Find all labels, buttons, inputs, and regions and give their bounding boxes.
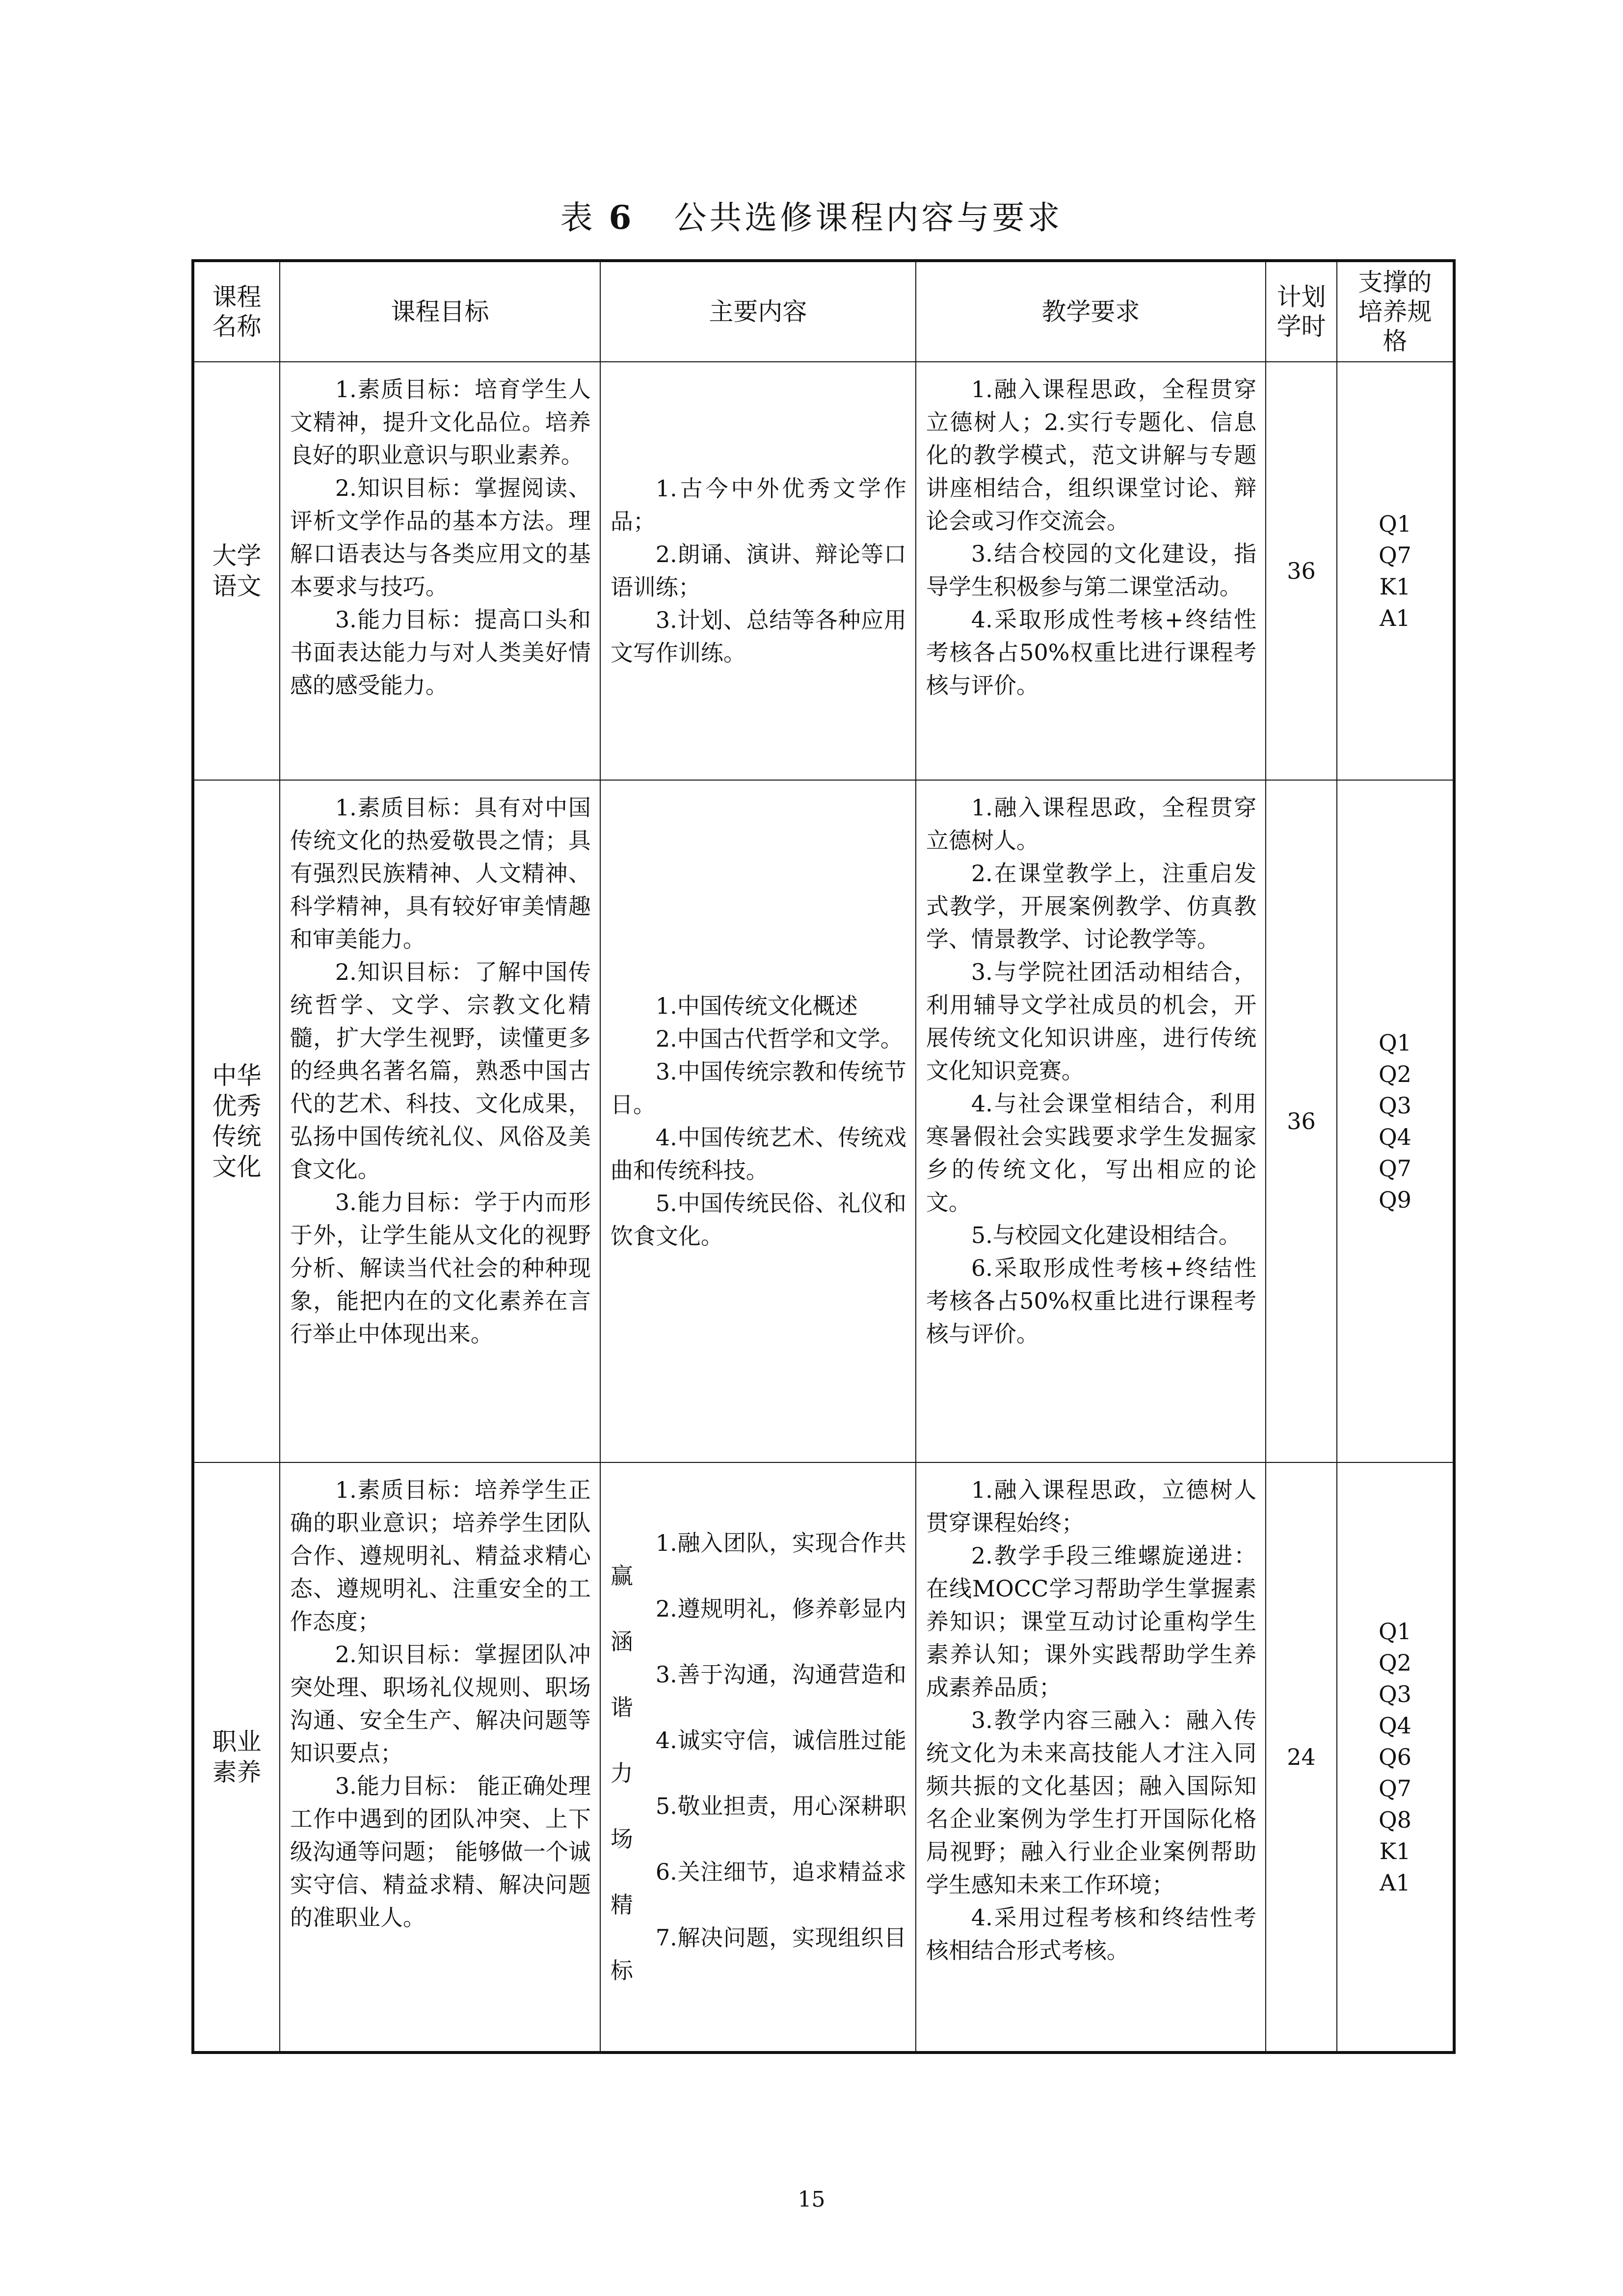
header-hours-line: 计划 <box>1277 283 1326 311</box>
course-name-line: 大学 <box>212 541 262 570</box>
goal-item: 2.知识目标：掌握阅读、评析文学作品的基本方法。理解口语表达与各类应用文的基本要求与技巧。 <box>290 475 591 600</box>
supported-specs-cell <box>1337 1462 1454 2053</box>
spec-code: Q1 <box>1378 511 1411 537</box>
spec-code: A1 <box>1380 605 1410 631</box>
requirement-item: 4.采用过程考核和终结性考核相结合形式考核。 <box>926 1904 1257 1964</box>
requirement-item: 3.教学内容三融入：融入传统文化为未来高技能人才注入同频共振的文化基因；融入国际知名企业案例为学生打开国际化格局视野；融入行业企业案例帮助学生感知未来工作环境； <box>926 1707 1257 1898</box>
course-name-line: 语文 <box>212 572 262 600</box>
header-spec-line: 培养规 <box>1358 297 1432 326</box>
spec-code: Q3 <box>1378 1681 1411 1707</box>
spec-code: Q9 <box>1378 1187 1411 1213</box>
requirement-item: 4.与社会课堂相结合，利用寒暑假社会实践要求学生发掘家乡的传统文化，写出相应的论文。 <box>926 1090 1257 1216</box>
goal-item: 1.素质目标：培养学生正确的职业意识；培养学生团队合作、遵规明礼、精益求精心态、遵规明礼、注重安全的工作态度； <box>290 1477 591 1635</box>
header-spec-line: 格 <box>1383 327 1408 355</box>
table-title-prefix: 表 <box>560 199 596 237</box>
goal-item: 3.能力目标：学于内而形于外，让学生能从文化的视野分析、解读当代社会的种种现象，能把内在的文化素养在言行举止中体现出来。 <box>290 1189 591 1347</box>
elective-course-table <box>191 259 1456 2054</box>
spec-code: Q8 <box>1378 1807 1411 1833</box>
header-teaching-requirements: 教学要求 <box>916 261 1266 362</box>
main-content-cell <box>600 780 916 1462</box>
spec-code: Q2 <box>1378 1061 1411 1087</box>
spec-code: Q4 <box>1378 1712 1411 1739</box>
spec-code: Q2 <box>1378 1649 1411 1676</box>
supported-specs-cell <box>1337 780 1454 1462</box>
course-name-cell <box>193 1462 280 2053</box>
requirement-item: 1.融入课程思政，立德树人贯穿课程始终； <box>926 1477 1257 1536</box>
table-header-row <box>193 261 1454 362</box>
course-goal-cell <box>280 1462 600 2053</box>
header-course-name <box>193 261 280 362</box>
table-row <box>193 1462 1454 2053</box>
content-item: 3.计划、总结等各种应用文写作训练。 <box>610 607 906 666</box>
table-row <box>193 780 1454 1462</box>
header-supported-specs <box>1337 261 1454 362</box>
requirement-item: 6.采取形成性考核+终结性考核各占50%权重比进行课程考核与评价。 <box>926 1255 1257 1347</box>
requirement-item: 3.结合校园的文化建设，指导学生积极参与第二课堂活动。 <box>926 540 1257 600</box>
content-item: 2.中国古代哲学和文学。 <box>655 1026 903 1052</box>
requirement-item: 5.与校园文化建设相结合。 <box>971 1222 1241 1248</box>
content-item: 4.中国传统艺术、传统戏曲和传统科技。 <box>610 1124 906 1184</box>
table-row <box>193 362 1454 780</box>
header-main-content: 主要内容 <box>600 261 916 362</box>
content-item: 5.敬业担责，用心深耕职场 <box>610 1793 906 1852</box>
course-name-line: 素养 <box>212 1758 262 1786</box>
course-name-line: 文化 <box>212 1153 262 1181</box>
spec-code: Q7 <box>1378 542 1411 568</box>
goal-item: 3.能力目标： 能正确处理工作中遇到的团队冲突、上下级沟通等问题； 能够做一个诚实守信、精益求精、解决问题的准职业人。 <box>290 1773 591 1931</box>
goal-item: 2.知识目标：掌握团队冲突处理、职场礼仪规则、职场沟通、安全生产、解决问题等知识要点； <box>290 1641 591 1766</box>
spec-code: A1 <box>1380 1869 1410 1896</box>
requirement-item: 4.采取形成性考核+终结性考核各占50%权重比进行课程考核与评价。 <box>926 606 1257 699</box>
teaching-requirements-cell <box>916 780 1266 1462</box>
teaching-requirements-cell <box>916 362 1266 780</box>
content-item: 1.融入团队，实现合作共赢 <box>610 1530 906 1589</box>
course-name-cell <box>193 362 280 780</box>
content-item: 1.中国传统文化概述 <box>655 993 858 1019</box>
goal-item: 2.知识目标：了解中国传统哲学、文学、宗教文化精髓，扩大学生视野，读懂更多的经典名著名篇，熟悉中国古代的艺术、科技、文化成果，弘扬中国传统礼仪、风俗及美食文化。 <box>290 959 591 1183</box>
header-spec-line: 支撑的 <box>1358 268 1432 297</box>
main-content-cell <box>600 1462 916 2053</box>
header-course-name-line: 课程 <box>212 283 262 311</box>
spec-code: Q1 <box>1378 1618 1411 1645</box>
course-name-line: 职业 <box>212 1728 262 1756</box>
spec-code: Q7 <box>1378 1155 1411 1182</box>
spec-code: Q1 <box>1378 1029 1411 1056</box>
requirement-item: 2.在课堂教学上，注重启发式教学，开展案例教学、仿真教学、情景教学、讨论教学等。 <box>926 860 1257 952</box>
planned-hours-cell: 36 <box>1266 780 1337 1462</box>
spec-code: Q3 <box>1378 1092 1411 1119</box>
requirement-item: 3.与学院社团活动相结合，利用辅导文学社成员的机会，开展传统文化知识讲座，进行传统文化知识竞赛。 <box>926 959 1257 1084</box>
planned-hours-cell: 24 <box>1266 1462 1337 2053</box>
course-name-line: 传统 <box>212 1122 262 1151</box>
requirement-item: 2.教学手段三维螺旋递进：在线MOCC学习帮助学生掌握素养知识；课堂互动讨论重构学生素养认知；课外实践帮助学生养成素养品质； <box>926 1542 1257 1701</box>
content-item: 2.遵规明礼，修养彰显内涵 <box>610 1595 906 1655</box>
header-course-goal: 课程目标 <box>280 261 600 362</box>
table-title-text: 公共选修课程内容与要求 <box>674 199 1063 237</box>
content-item: 5.中国传统民俗、礼仪和饮食文化。 <box>610 1190 906 1249</box>
spec-code: Q4 <box>1378 1124 1411 1150</box>
requirement-item: 1.融入课程思政，全程贯穿立德树人。 <box>926 794 1257 854</box>
table-title <box>0 191 1623 238</box>
supported-specs-cell <box>1337 362 1454 780</box>
content-item: 3.善于沟通，沟通营造和谐 <box>610 1661 906 1721</box>
course-name-cell <box>193 780 280 1462</box>
goal-item: 1.素质目标：培育学生人文精神，提升文化品位。培养良好的职业意识与职业素养。 <box>290 376 591 468</box>
course-goal-cell <box>280 362 600 780</box>
main-content-cell <box>600 362 916 780</box>
content-item: 6.关注细节，追求精益求精 <box>610 1859 906 1918</box>
content-item: 3.中国传统宗教和传统节日。 <box>610 1058 906 1118</box>
teaching-requirements-cell <box>916 1462 1266 2053</box>
course-goal-cell <box>280 780 600 1462</box>
spec-code: Q6 <box>1378 1744 1411 1770</box>
course-name-line: 中华 <box>212 1061 262 1090</box>
content-item: 7.解决问题，实现组织目标 <box>610 1924 906 1984</box>
page-number: 15 <box>798 2187 825 2212</box>
content-item: 1.古今中外优秀文学作品； <box>610 475 906 535</box>
requirement-item: 1.融入课程思政，全程贯穿立德树人；2.实行专题化、信息化的教学模式，范文讲解与专题讲座相结合，组织课堂讨论、辩论会或习作交流会。 <box>926 376 1257 534</box>
table-title-number: 6 <box>609 198 635 237</box>
goal-item: 1.素质目标：具有对中国传统文化的热爱敬畏之情；具有强烈民族精神、人文精神、科学精神，具有较好审美情趣和审美能力。 <box>290 794 591 952</box>
planned-hours-cell: 36 <box>1266 362 1337 780</box>
header-planned-hours <box>1266 261 1337 362</box>
course-name-line: 优秀 <box>212 1092 262 1120</box>
spec-code: Q7 <box>1378 1775 1411 1802</box>
content-item: 2.朗诵、演讲、辩论等口语训练； <box>610 541 906 600</box>
content-item: 4.诚实守信，诚信胜过能力 <box>610 1727 906 1786</box>
spec-code: K1 <box>1379 1838 1411 1864</box>
header-hours-line: 学时 <box>1277 312 1326 341</box>
spec-code: K1 <box>1379 573 1411 600</box>
header-course-name-line: 名称 <box>212 312 262 341</box>
goal-item: 3.能力目标：提高口头和书面表达能力与对人类美好情感的感受能力。 <box>290 606 591 699</box>
